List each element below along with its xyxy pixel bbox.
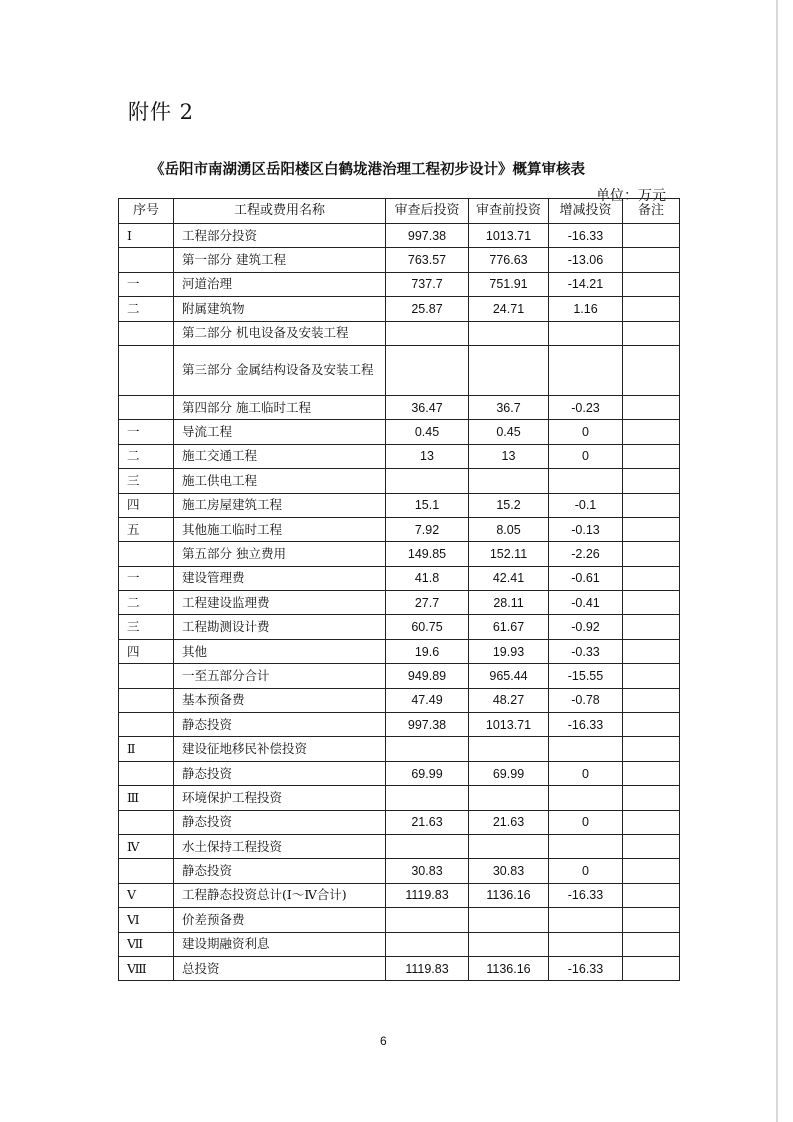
cell-seq <box>119 321 174 345</box>
cell-before: 24.71 <box>469 297 549 321</box>
cell-before: 36.7 <box>469 395 549 419</box>
cell-before: 30.83 <box>469 859 549 883</box>
cell-after: 7.92 <box>386 517 469 541</box>
cell-diff: -0.33 <box>549 639 623 663</box>
cell-note <box>623 248 680 272</box>
cell-seq <box>119 542 174 566</box>
cell-after: 1119.83 <box>386 956 469 980</box>
cell-name: 静态投资 <box>174 859 386 883</box>
table-row <box>119 321 680 345</box>
cell-note <box>623 321 680 345</box>
cell-note <box>623 493 680 517</box>
cell-note <box>623 639 680 663</box>
cell-seq: 四 <box>119 493 174 517</box>
cell-note <box>623 591 680 615</box>
cell-name: 第三部分 金属结构设备及安装工程 <box>174 345 386 395</box>
cell-note <box>623 956 680 980</box>
table-row <box>119 248 680 272</box>
table-row <box>119 883 680 907</box>
cell-name: 静态投资 <box>174 713 386 737</box>
cell-seq: 三 <box>119 469 174 493</box>
cell-seq <box>119 810 174 834</box>
cell-note <box>623 932 680 956</box>
cell-diff: -0.13 <box>549 517 623 541</box>
cell-seq: 四 <box>119 639 174 663</box>
scan-edge <box>776 0 778 1122</box>
cell-diff <box>549 834 623 858</box>
cell-seq: Ⅴ <box>119 883 174 907</box>
cell-seq <box>119 248 174 272</box>
cell-diff: -16.33 <box>549 956 623 980</box>
cell-after: 15.1 <box>386 493 469 517</box>
table-row <box>119 297 680 321</box>
cell-note <box>623 469 680 493</box>
cell-seq: 一 <box>119 566 174 590</box>
cell-after: 997.38 <box>386 713 469 737</box>
cell-diff <box>549 737 623 761</box>
table-row <box>119 956 680 980</box>
cell-before: 28.11 <box>469 591 549 615</box>
cell-diff: 0 <box>549 444 623 468</box>
cell-note <box>623 420 680 444</box>
cell-diff: -0.41 <box>549 591 623 615</box>
cell-after: 997.38 <box>386 224 469 248</box>
cell-name: 第四部分 施工临时工程 <box>174 395 386 419</box>
table-row <box>119 272 680 296</box>
cell-seq: Ⅳ <box>119 834 174 858</box>
cell-name: 建设期融资利息 <box>174 932 386 956</box>
table-row <box>119 908 680 932</box>
table-row <box>119 542 680 566</box>
cell-note <box>623 737 680 761</box>
cell-before <box>469 469 549 493</box>
cell-diff: -0.23 <box>549 395 623 419</box>
page-number: 6 <box>380 1034 387 1048</box>
cell-note <box>623 272 680 296</box>
cell-after <box>386 932 469 956</box>
cell-seq: 五 <box>119 517 174 541</box>
cell-seq: 二 <box>119 444 174 468</box>
cell-name: 其他 <box>174 639 386 663</box>
cell-before: 19.93 <box>469 639 549 663</box>
cell-seq <box>119 395 174 419</box>
table-body <box>119 224 680 981</box>
cell-before <box>469 908 549 932</box>
table-row <box>119 688 680 712</box>
cell-seq: Ⅶ <box>119 932 174 956</box>
header-diff: 增减投资 <box>549 199 623 224</box>
cell-after: 25.87 <box>386 297 469 321</box>
cell-after <box>386 737 469 761</box>
table-row <box>119 834 680 858</box>
cell-diff: -16.33 <box>549 224 623 248</box>
cell-name: 施工供电工程 <box>174 469 386 493</box>
cell-diff <box>549 932 623 956</box>
cell-after: 949.89 <box>386 664 469 688</box>
cell-note <box>623 345 680 395</box>
cell-diff: -0.61 <box>549 566 623 590</box>
cell-name: 第五部分 独立费用 <box>174 542 386 566</box>
cell-seq <box>119 688 174 712</box>
cell-after <box>386 834 469 858</box>
cell-after: 60.75 <box>386 615 469 639</box>
cell-name: 建设管理费 <box>174 566 386 590</box>
cell-name: 导流工程 <box>174 420 386 444</box>
cell-seq: 三 <box>119 615 174 639</box>
table-row <box>119 493 680 517</box>
table-row <box>119 737 680 761</box>
table-row <box>119 639 680 663</box>
cell-before: 0.45 <box>469 420 549 444</box>
cell-seq: 一 <box>119 272 174 296</box>
cell-note <box>623 444 680 468</box>
cell-note <box>623 908 680 932</box>
cell-diff: -2.26 <box>549 542 623 566</box>
cell-note <box>623 517 680 541</box>
cell-note <box>623 542 680 566</box>
cell-seq: 一 <box>119 420 174 444</box>
cell-note <box>623 859 680 883</box>
cell-after <box>386 786 469 810</box>
cell-before <box>469 345 549 395</box>
cell-before <box>469 786 549 810</box>
cell-before: 152.11 <box>469 542 549 566</box>
cell-after: 47.49 <box>386 688 469 712</box>
cell-seq: 二 <box>119 591 174 615</box>
cell-before: 13 <box>469 444 549 468</box>
cell-name: 施工交通工程 <box>174 444 386 468</box>
cell-after: 41.8 <box>386 566 469 590</box>
cell-diff: 0 <box>549 420 623 444</box>
cell-after: 13 <box>386 444 469 468</box>
header-before: 审查前投资 <box>469 199 549 224</box>
cell-seq: Ⅰ <box>119 224 174 248</box>
cell-name: 第一部分 建筑工程 <box>174 248 386 272</box>
cell-note <box>623 786 680 810</box>
table-row <box>119 810 680 834</box>
cell-note <box>623 395 680 419</box>
table-row <box>119 444 680 468</box>
cell-seq: Ⅲ <box>119 786 174 810</box>
cell-diff: -0.1 <box>549 493 623 517</box>
cell-after: 30.83 <box>386 859 469 883</box>
table-header-row <box>119 199 680 224</box>
cell-before: 751.91 <box>469 272 549 296</box>
cell-after: 763.57 <box>386 248 469 272</box>
cell-diff <box>549 321 623 345</box>
cell-before: 61.67 <box>469 615 549 639</box>
table-row <box>119 615 680 639</box>
cell-note <box>623 834 680 858</box>
cell-diff: -16.33 <box>549 883 623 907</box>
cell-note <box>623 297 680 321</box>
cell-name: 环境保护工程投资 <box>174 786 386 810</box>
table-row <box>119 591 680 615</box>
cell-note <box>623 664 680 688</box>
cell-diff: -14.21 <box>549 272 623 296</box>
cell-note <box>623 883 680 907</box>
cell-before: 8.05 <box>469 517 549 541</box>
table-row <box>119 761 680 785</box>
cell-seq <box>119 859 174 883</box>
attachment-label: 附件 2 <box>128 100 195 124</box>
cell-diff <box>549 345 623 395</box>
table-row <box>119 713 680 737</box>
table-row <box>119 345 680 395</box>
cell-before: 69.99 <box>469 761 549 785</box>
cell-after: 21.63 <box>386 810 469 834</box>
cell-after: 149.85 <box>386 542 469 566</box>
cell-name: 第二部分 机电设备及安装工程 <box>174 321 386 345</box>
cell-after: 0.45 <box>386 420 469 444</box>
cell-seq <box>119 664 174 688</box>
cell-before <box>469 321 549 345</box>
cell-name: 工程勘测设计费 <box>174 615 386 639</box>
cell-name: 基本预备费 <box>174 688 386 712</box>
document-title: 《岳阳市南湖湧区岳阳楼区白鹤垅港治理工程初步设计》概算审核表 <box>150 161 585 178</box>
cell-after: 36.47 <box>386 395 469 419</box>
table-row <box>119 664 680 688</box>
cell-after <box>386 321 469 345</box>
cell-after: 1119.83 <box>386 883 469 907</box>
cell-name: 水土保持工程投资 <box>174 834 386 858</box>
cell-before: 965.44 <box>469 664 549 688</box>
cell-before <box>469 737 549 761</box>
cell-after: 27.7 <box>386 591 469 615</box>
table-row <box>119 395 680 419</box>
cell-diff <box>549 469 623 493</box>
cell-diff: 0 <box>549 810 623 834</box>
cell-name: 附属建筑物 <box>174 297 386 321</box>
cell-seq: Ⅵ <box>119 908 174 932</box>
header-seq: 序号 <box>119 199 174 224</box>
cell-before: 776.63 <box>469 248 549 272</box>
table-row <box>119 420 680 444</box>
cell-diff <box>549 786 623 810</box>
cell-before: 1013.71 <box>469 713 549 737</box>
cell-diff: 0 <box>549 761 623 785</box>
cell-note <box>623 224 680 248</box>
cell-seq: Ⅱ <box>119 737 174 761</box>
cell-name: 工程建设监理费 <box>174 591 386 615</box>
cell-diff: 1.16 <box>549 297 623 321</box>
cell-name: 一至五部分合计 <box>174 664 386 688</box>
cell-before <box>469 834 549 858</box>
cell-before: 48.27 <box>469 688 549 712</box>
cell-before: 21.63 <box>469 810 549 834</box>
cell-name: 总投资 <box>174 956 386 980</box>
cell-after <box>386 345 469 395</box>
cell-name: 施工房屋建筑工程 <box>174 493 386 517</box>
header-name: 工程或费用名称 <box>174 199 386 224</box>
table-row <box>119 786 680 810</box>
table-row <box>119 859 680 883</box>
cell-before: 42.41 <box>469 566 549 590</box>
cell-before: 1013.71 <box>469 224 549 248</box>
cell-name: 静态投资 <box>174 761 386 785</box>
cell-diff: -13.06 <box>549 248 623 272</box>
table-row <box>119 469 680 493</box>
cell-name: 河道治理 <box>174 272 386 296</box>
cell-diff: -15.55 <box>549 664 623 688</box>
header-after: 审查后投资 <box>386 199 469 224</box>
cell-seq <box>119 761 174 785</box>
cell-after: 19.6 <box>386 639 469 663</box>
cell-note <box>623 615 680 639</box>
cell-diff: -0.78 <box>549 688 623 712</box>
cell-note <box>623 713 680 737</box>
header-note: 备注 <box>623 199 680 224</box>
table-row <box>119 224 680 248</box>
cell-before: 1136.16 <box>469 956 549 980</box>
cell-note <box>623 688 680 712</box>
cell-note <box>623 810 680 834</box>
cell-diff <box>549 908 623 932</box>
cell-after <box>386 908 469 932</box>
cell-before <box>469 932 549 956</box>
budget-review-table <box>118 198 680 981</box>
table-row <box>119 566 680 590</box>
cell-diff: 0 <box>549 859 623 883</box>
cell-name: 工程静态投资总计(Ⅰ～Ⅳ合计) <box>174 883 386 907</box>
cell-name: 工程部分投资 <box>174 224 386 248</box>
cell-before: 1136.16 <box>469 883 549 907</box>
cell-seq: Ⅷ <box>119 956 174 980</box>
cell-seq: 二 <box>119 297 174 321</box>
cell-name: 价差预备费 <box>174 908 386 932</box>
unit-label: 单位：万元 <box>596 188 666 204</box>
cell-name: 其他施工临时工程 <box>174 517 386 541</box>
cell-after: 737.7 <box>386 272 469 296</box>
cell-note <box>623 566 680 590</box>
cell-before: 15.2 <box>469 493 549 517</box>
cell-note <box>623 761 680 785</box>
cell-after: 69.99 <box>386 761 469 785</box>
cell-seq <box>119 345 174 395</box>
table-row <box>119 932 680 956</box>
cell-diff: -0.92 <box>549 615 623 639</box>
table-row <box>119 517 680 541</box>
cell-name: 建设征地移民补偿投资 <box>174 737 386 761</box>
cell-diff: -16.33 <box>549 713 623 737</box>
cell-after <box>386 469 469 493</box>
cell-name: 静态投资 <box>174 810 386 834</box>
cell-seq <box>119 713 174 737</box>
